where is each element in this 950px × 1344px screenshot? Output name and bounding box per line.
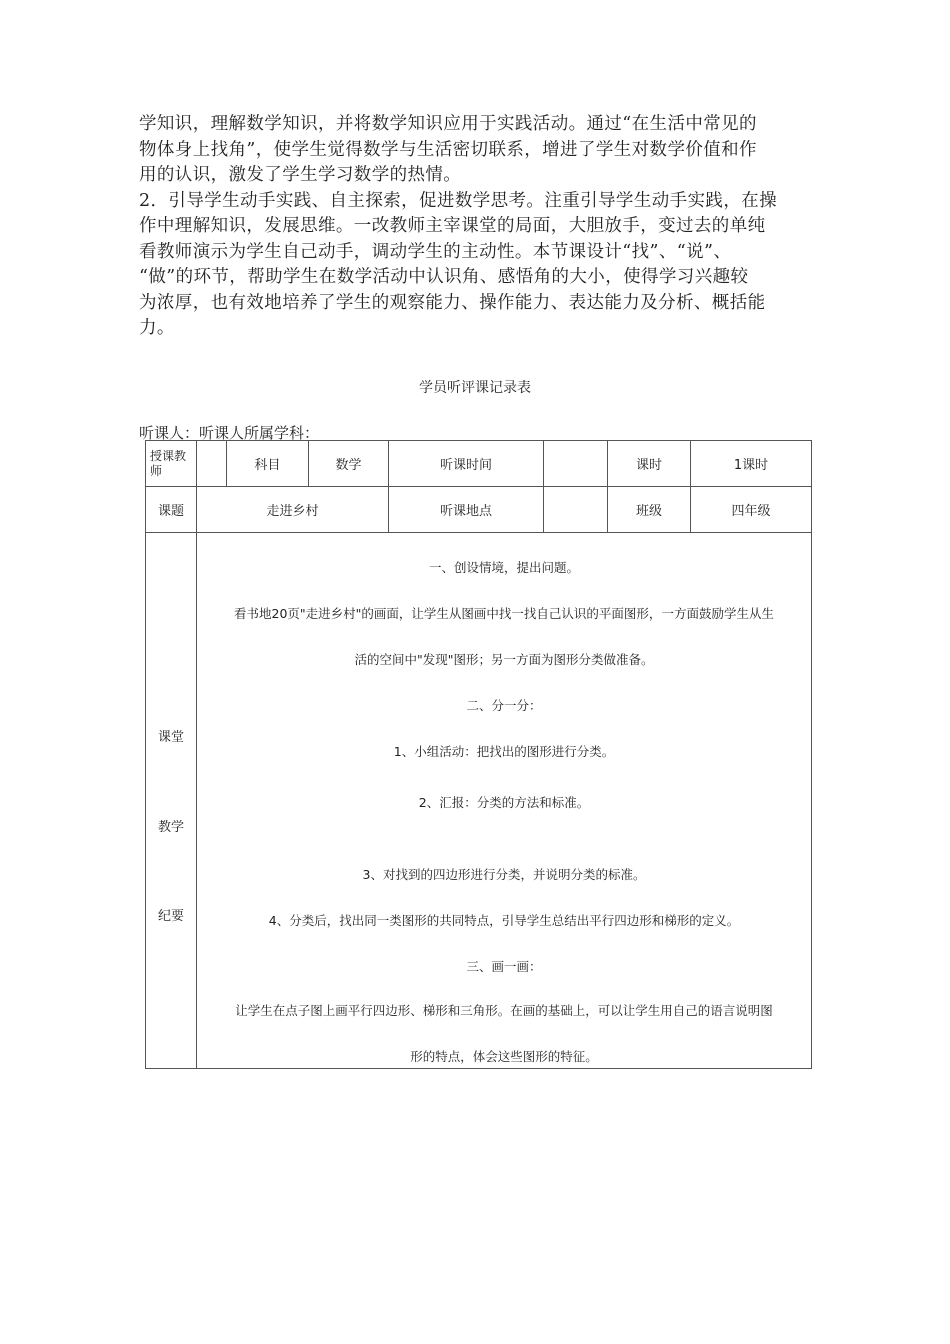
time-label: 听课时间 [389, 441, 544, 487]
time-value [544, 441, 608, 487]
intro-line: 为浓厚，也有效地培养了学生的观察能力、操作能力、表达能力及分析、概括能 [139, 292, 766, 313]
subject-label: 科目 [227, 441, 309, 487]
class-value: 四年级 [691, 487, 812, 533]
subject-value: 数学 [309, 441, 389, 487]
side-label-text: 课堂 [157, 730, 184, 745]
intro-line: 用的认识，激发了学生学习数学的热情。 [139, 165, 462, 185]
intro-line: 看教师演示为学生自己动手，调动学生的主动性。本节课设计“找”、“说”、 [139, 241, 732, 262]
summary-line: 2、汇报：分类的方法和标准。 [418, 795, 590, 810]
class-label: 班级 [608, 487, 691, 533]
side-label-text: 教学 [157, 820, 184, 835]
teacher-value [197, 441, 227, 487]
teacher-label: 授课教师 [146, 441, 197, 487]
intro-line: 2．引导学生动手实践、自主探索，促进数学思考。注重引导学生动手实践，在操 [139, 190, 778, 211]
table-row [146, 441, 812, 487]
topic-value: 走进乡村 [197, 487, 389, 533]
place-value [544, 487, 608, 533]
form-title: 学员听评课记录表 [419, 380, 531, 396]
side-label-text: 纪要 [157, 909, 184, 924]
summary-line: 二、分一分： [466, 698, 542, 713]
intro-line: 物体身上找角”，使学生觉得数学与生活密切联系，增进了学生对数学价值和作 [139, 139, 757, 160]
summary-line: 形的特点，体会这些图形的特征。 [410, 1049, 598, 1064]
summary-line: 一、创设情境，提出问题。 [428, 560, 579, 575]
intro-text [139, 112, 817, 342]
intro-line: 学知识，理解数学知识，并将数学知识应用于实践活动。通过“在生活中常见的 [139, 114, 757, 134]
place-label: 听课地点 [389, 487, 544, 533]
table-row [146, 533, 812, 1069]
summary-line: 1、小组活动：把找出的图形进行分类。 [393, 744, 615, 759]
summary-line: 三、画一画： [466, 959, 542, 974]
summary-line: 让学生在点子图上画平行四边形、梯形和三角形。在画的基础上，可以让学生用自己的语言说明图 [235, 1003, 773, 1018]
record-table [145, 440, 812, 1069]
period-label: 课时 [608, 441, 691, 487]
summary-line: 活的空间中"发现"图形；另一方面为图形分类做准备。 [354, 652, 654, 667]
summary-line: 4、分类后，找出同一类图形的共同特点，引导学生总结出平行四边形和梯形的定义。 [268, 913, 740, 928]
topic-label: 课题 [146, 487, 197, 533]
summary-content [197, 533, 812, 1069]
listener-line: 听课人：听课人所属学科： [139, 424, 320, 442]
summary-side-label [146, 533, 197, 1069]
summary-line: 看书地20页"走进乡村"的画面，让学生从图画中找一找自己认识的平面图形，一方面鼓励学生从生 [234, 606, 774, 621]
intro-line: “做”的环节，帮助学生在数学活动中认识角、感悟角的大小，使得学习兴趣较 [139, 267, 749, 287]
intro-line: 力。 [139, 318, 175, 338]
table-row [146, 487, 812, 533]
intro-line: 作中理解知识，发展思维。一改教师主宰课堂的局面，大胆放手，变过去的单纯 [139, 216, 766, 236]
summary-line: 3、对找到的四边形进行分类，并说明分类的标准。 [362, 867, 646, 882]
period-value: 1课时 [691, 441, 812, 487]
